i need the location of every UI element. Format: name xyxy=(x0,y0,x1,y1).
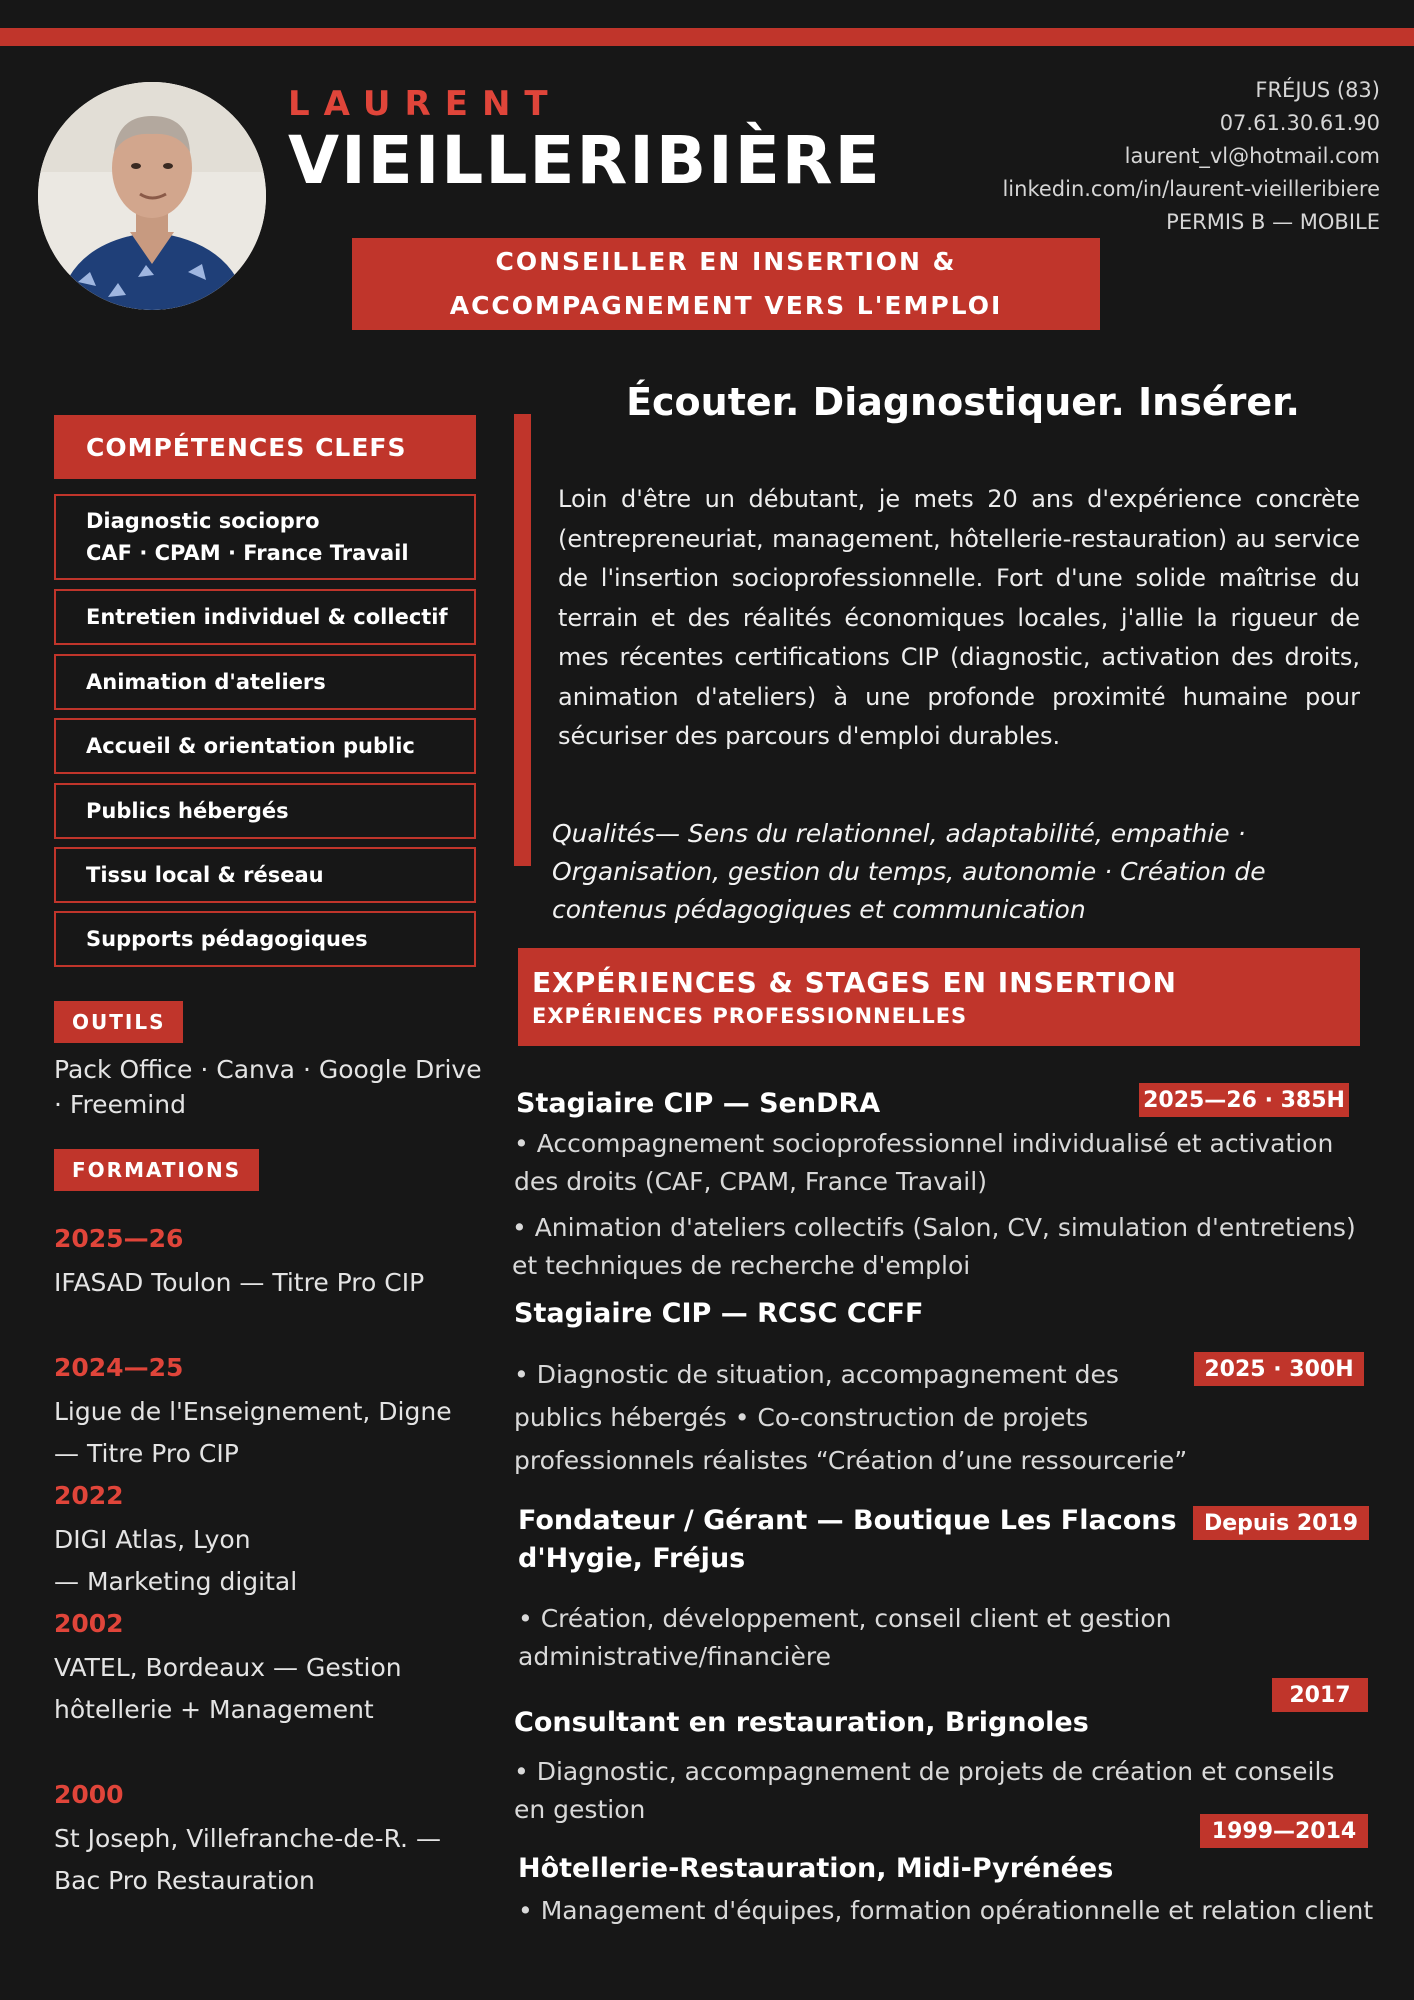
education-text: IFASAD Toulon — Titre Pro CIP xyxy=(54,1268,425,1297)
job-title: Stagiaire CIP — RCSC CCFF xyxy=(514,1298,924,1329)
education-year: 2024—25 xyxy=(54,1353,184,1382)
job-title-line1: CONSEILLER EN INSERTION & xyxy=(495,247,957,276)
contact-block xyxy=(1002,74,1380,239)
education-text: Ligue de l'Enseignement, Digne — Titre Pro CIP xyxy=(54,1397,452,1468)
skill-item-label: Entretien individuel & collectif xyxy=(86,605,448,629)
skill-item xyxy=(54,718,476,774)
skill-item xyxy=(54,847,476,903)
contact-email[interactable]: laurent_vl@hotmail.com xyxy=(1124,144,1380,168)
experience-heading xyxy=(518,948,1360,1046)
skill-item xyxy=(54,494,476,580)
last-name: VIEILLERIBIÈRE xyxy=(288,122,882,199)
skill-item-label: Diagnostic sociopro xyxy=(86,509,320,533)
contact-linkedin[interactable]: linkedin.com/in/laurent-vieilleribiere xyxy=(1002,177,1380,201)
job-bullet: • Animation d'ateliers collectifs (Salon, CV, simulation d'entretiens) et techniques de recherche d'emploi xyxy=(512,1213,1356,1280)
contact-phone[interactable]: 07.61.30.61.90 xyxy=(1219,111,1380,135)
job-date-badge: 2017 xyxy=(1272,1678,1368,1712)
skill-item-label: Accueil & orientation public xyxy=(86,734,415,758)
profile-qualities: Qualités— Sens du relationnel, adaptabilité, empathie · Organisation, gestion du temps, autonomie · Création de contenus pédagogiques et communication xyxy=(552,819,1266,924)
job-date-badge: 1999—2014 xyxy=(1200,1814,1368,1848)
education-text: VATEL, Bordeaux — Gestion hôtellerie + Management xyxy=(54,1653,402,1724)
experience-subtitle: EXPÉRIENCES PROFESSIONNELLES xyxy=(532,1004,968,1028)
skill-item-label: Publics hébergés xyxy=(86,799,289,823)
job-date-badge: 2025—26 · 385H xyxy=(1139,1083,1349,1117)
profile-accent-bar xyxy=(514,414,531,866)
tools-heading: OUTILS xyxy=(54,1001,183,1043)
job-bullet: • Création, développement, conseil client et gestion administrative/financière xyxy=(518,1604,1172,1671)
skill-item xyxy=(54,654,476,710)
education-text: St Joseph, Villefranche-de-R. — Bac Pro Restauration xyxy=(54,1824,441,1895)
skill-item-label: Tissu local & réseau xyxy=(86,863,324,887)
contact-license: PERMIS B — MOBILE xyxy=(1166,210,1380,234)
profile-summary: Loin d'être un débutant, je mets 20 ans d'expérience concrète (entrepreneuriat, management, hôtellerie-restauration) au service de l'insertion socioprofessionnelle. Fort d'une solide maîtrise du terrain et des réalités économiques locales, j'allie la rigueur de mes récentes certifications CIP (diagnostic, activation des droits, animation d'ateliers) à une profonde proximité humaine pour sécuriser des parcours d'emploi durables. xyxy=(558,485,1360,750)
job-bullet: • Diagnostic, accompagnement de projets de création et conseils en gestion xyxy=(514,1757,1335,1824)
contact-city: FRÉJUS (83) xyxy=(1255,78,1380,102)
portrait-photo xyxy=(38,82,266,310)
job-date-badge: 2025 · 300H xyxy=(1194,1352,1364,1386)
first-name: LAURENT xyxy=(288,84,562,124)
skill-item xyxy=(54,589,476,645)
job-title: Hôtellerie-Restauration, Midi-Pyrénées xyxy=(518,1853,1114,1884)
education-text-line: — Marketing digital xyxy=(54,1567,298,1596)
experience-title: EXPÉRIENCES & STAGES EN INSERTION xyxy=(532,966,1177,999)
top-accent-bar xyxy=(0,28,1414,46)
job-bullet: • Accompagnement socioprofessionnel individualisé et activation des droits (CAF, CPAM, France Travail) xyxy=(514,1129,1334,1196)
skill-item-label: Animation d'ateliers xyxy=(86,670,326,694)
avatar xyxy=(38,82,266,310)
education-text-line: DIGI Atlas, Lyon xyxy=(54,1525,251,1554)
education-year: 2002 xyxy=(54,1609,124,1638)
job-title-banner xyxy=(352,238,1100,330)
education-text xyxy=(54,1519,484,1603)
job-title-line2: ACCOMPAGNEMENT VERS L'EMPLOI xyxy=(449,291,1003,320)
slogan: Écouter. Diagnostiquer. Insérer. xyxy=(626,380,1300,424)
education-year: 2022 xyxy=(54,1481,124,1510)
education-heading: FORMATIONS xyxy=(54,1149,259,1191)
job-title: Fondateur / Gérant — Boutique Les Flacons d'Hygie, Fréjus xyxy=(518,1505,1177,1574)
skill-item xyxy=(54,783,476,839)
skill-item xyxy=(54,911,476,967)
job-bullet: • Diagnostic de situation, accompagnement des publics hébergés • Co-construction de projets professionnels réalistes “Création d’une ressourcerie” xyxy=(514,1360,1188,1475)
job-date-badge: Depuis 2019 xyxy=(1193,1506,1369,1540)
education-year: 2000 xyxy=(54,1780,124,1809)
skill-item-label: CAF · CPAM · France Travail xyxy=(86,541,409,565)
job-title: Stagiaire CIP — SenDRA xyxy=(516,1088,881,1119)
tools-list: Pack Office · Canva · Google Drive · Freemind xyxy=(54,1055,482,1119)
skill-item-label: Supports pédagogiques xyxy=(86,927,368,951)
job-title: Consultant en restauration, Brignoles xyxy=(514,1707,1089,1738)
skills-heading: COMPÉTENCES CLEFS xyxy=(54,415,476,479)
education-year: 2025—26 xyxy=(54,1224,184,1253)
job-bullet: • Management d'équipes, formation opérationnelle et relation client xyxy=(518,1896,1374,1925)
